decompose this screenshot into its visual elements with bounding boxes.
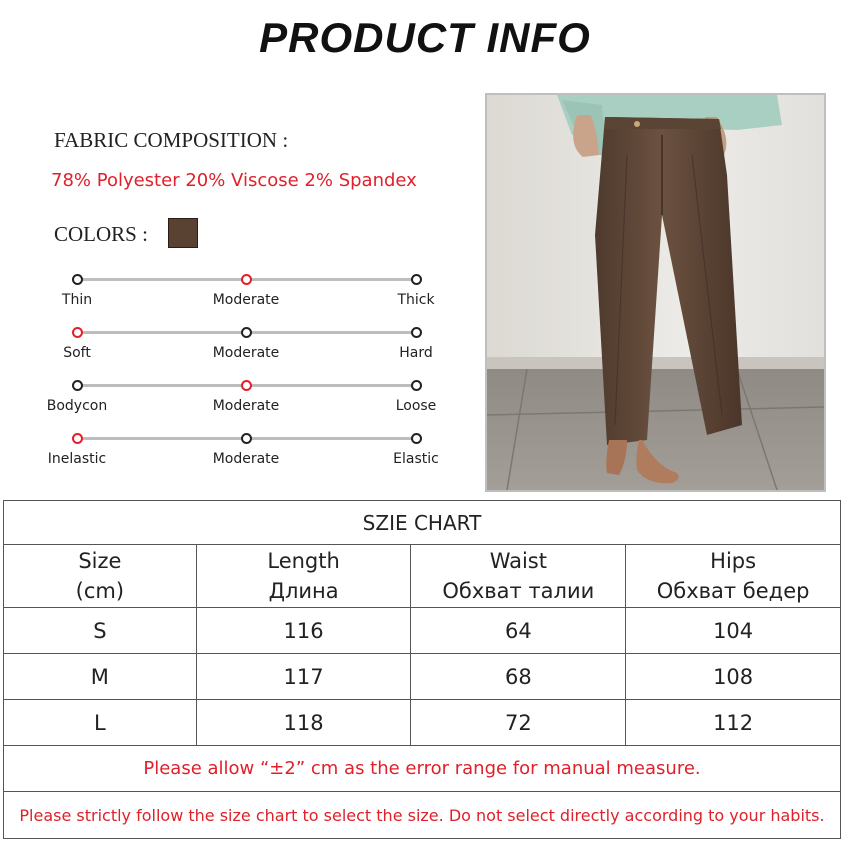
- column-header-length: [196, 545, 411, 608]
- scale-dot-left: [72, 327, 83, 338]
- product-photo-illustration: [487, 95, 824, 490]
- scale-label-mid: Moderate: [212, 292, 280, 308]
- measurement-tolerance-note: Please allow “±2” cm as the error range for manual measure.: [4, 746, 841, 792]
- scale-label-right: Elastic: [393, 451, 439, 467]
- table-cell: 117: [196, 654, 411, 700]
- scale-label-left: Thin: [61, 292, 93, 308]
- scale-dot-right: [411, 380, 422, 391]
- elasticity-scale: [30, 429, 470, 469]
- header-line: Size: [78, 549, 122, 573]
- thickness-scale: [30, 270, 470, 310]
- scale-label-left: Bodycon: [46, 398, 108, 414]
- table-row: [4, 608, 841, 654]
- size-chart-title: SZIE CHART: [4, 501, 841, 545]
- scale-label-right: Hard: [399, 345, 433, 361]
- table-cell: 112: [626, 700, 841, 746]
- scale-dot-right: [411, 433, 422, 444]
- table-cell: 108: [626, 654, 841, 700]
- header-line: Waist: [489, 549, 547, 573]
- size-chart-table: [3, 500, 841, 839]
- scale-label-mid: Moderate: [212, 451, 280, 467]
- scale-dot-mid: [241, 380, 252, 391]
- colors-label: COLORS :: [54, 222, 148, 246]
- scale-dot-left: [72, 274, 83, 285]
- scale-label-right: Thick: [397, 292, 435, 308]
- header-line: (cm): [75, 579, 125, 603]
- table-cell: 118: [196, 700, 411, 746]
- scale-dot-mid: [241, 433, 252, 444]
- scale-label-mid: Moderate: [212, 345, 280, 361]
- table-cell: 104: [626, 608, 841, 654]
- table-cell: 72: [411, 700, 626, 746]
- fit-scale: [30, 376, 470, 416]
- scale-label-mid: Moderate: [212, 398, 280, 414]
- header-line: Обхват талии: [442, 579, 595, 603]
- table-row: [4, 654, 841, 700]
- column-header-hips: [626, 545, 841, 608]
- scale-dot-mid: [241, 274, 252, 285]
- softness-scale: [30, 323, 470, 363]
- table-cell: 68: [411, 654, 626, 700]
- table-cell: M: [4, 654, 197, 700]
- page-title: PRODUCT INFO: [259, 14, 591, 61]
- header-line: Hips: [710, 549, 757, 573]
- scale-label-left: Soft: [63, 345, 91, 361]
- header-line: Обхват бедер: [656, 579, 810, 603]
- size-selection-note: Please strictly follow the size chart to select the size. Do not select directly according to your habits.: [4, 792, 841, 839]
- scale-dot-left: [72, 433, 83, 444]
- fabric-composition-label: FABRIC COMPOSITION :: [54, 128, 289, 152]
- header-line: Length: [267, 549, 340, 573]
- header-line: Длина: [268, 579, 339, 603]
- table-row: [4, 700, 841, 746]
- column-header-waist: [411, 545, 626, 608]
- column-header-size: [4, 545, 197, 608]
- scale-dot-mid: [241, 327, 252, 338]
- scale-label-left: Inelastic: [47, 451, 107, 467]
- color-swatch-brown[interactable]: [168, 218, 198, 248]
- product-photo: [485, 93, 826, 492]
- scale-dot-right: [411, 274, 422, 285]
- scale-label-right: Loose: [395, 398, 437, 414]
- table-cell: 116: [196, 608, 411, 654]
- table-cell: 64: [411, 608, 626, 654]
- table-cell: S: [4, 608, 197, 654]
- scale-dot-left: [72, 380, 83, 391]
- table-cell: L: [4, 700, 197, 746]
- fabric-composition-value: 78% Polyester 20% Viscose 2% Spandex: [51, 170, 417, 191]
- scale-dot-right: [411, 327, 422, 338]
